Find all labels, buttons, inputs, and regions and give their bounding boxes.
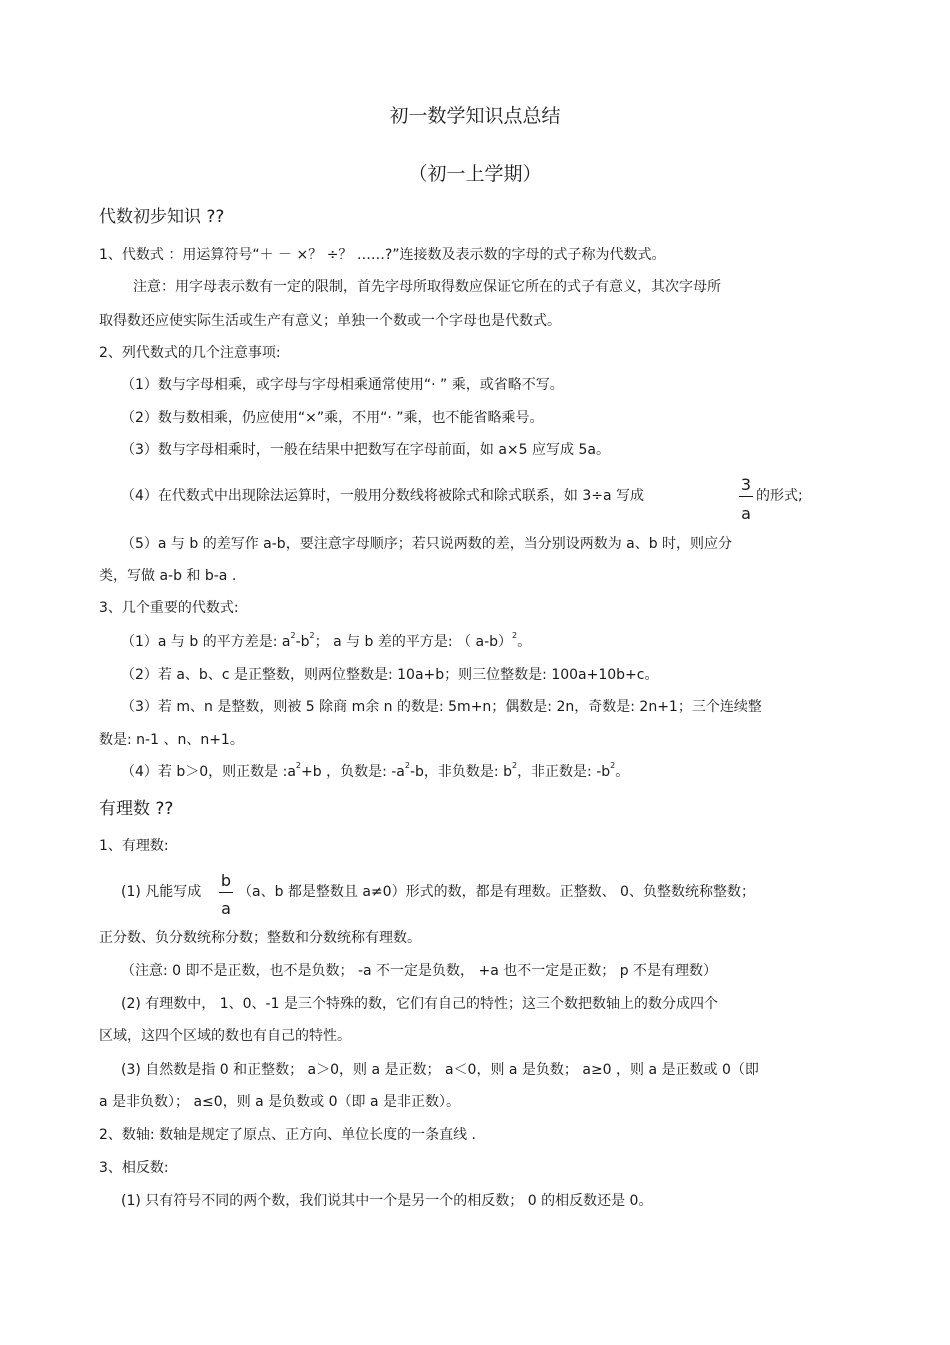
expr-item-1: （1）a 与 b 的平方差是: $a^2-b^2$； a 与 b 差的平方是: （ a-b）$^2$。 [121,631,532,650]
opposite-item-1: (1) 只有符号不同的两个数，我们说其中一个是另一个的相反数； 0 的相反数还是 0。 [121,1193,653,1209]
expr-item-3: （3）若 m、n 是整数，则被 5 除商 m余 n 的数是: 5m+n；偶数是: 2n，奇数是: 2n+1；三个连续整 [121,699,762,715]
rational-item-1: (1) 凡能写成 [121,884,202,900]
fraction-numerator: 3 [740,475,752,494]
paragraph-rational: 1、有理数: [99,838,169,854]
list-item-4-tail: 的形式; [756,488,803,504]
list-item-5-cont: 类，写做 a-b 和 b-a . [99,568,237,584]
rational-item-2: (2) 有理数中， 1、0、-1 是三个特殊的数，它们有自己的特性；这三个数把数轴上的数分成四个 [121,996,718,1012]
expr-item-4: （4）若 b＞0，则正数是 $:a^2+b$ ，负数是: $-a^2-b$，非负数是: $b^2$，非正数是: $-b^2$。 [121,761,630,780]
fraction-bar [219,892,233,893]
rational-item-3: (3) 自然数是指 0 和正整数； a＞0，则 a 是正数； a＜0，则 a 是负数； a≥0 ，则 a 是正数或 0（即 [121,1062,759,1078]
rational-item-2-cont: 区域，这四个区域的数也有自己的特性。 [99,1028,351,1044]
paragraph-opposite: 3、相反数: [99,1160,169,1176]
fraction-bar [739,496,753,497]
rational-item-1-cont: 正分数、负分数统称分数；整数和分数统称有理数。 [99,930,421,946]
note-line-1: 注意：用字母表示数有一定的限制，首先字母所取得数应保证它所在的式子有意义，其次字母所 [133,279,721,295]
section-heading-rational: 有理数 ?? [99,799,174,819]
list-item-1: （1）数与字母相乘，或字母与字母相乘通常使用“· ” 乘，或省略不写。 [121,377,564,393]
page-subtitle: （初一上学期） [408,163,542,185]
paragraph-algebraic-expression: 1、代数式 ：用运算符号“＋ － ×？ ÷？ ……?”连接数及表示数的字母的式子称为代数式。 [99,247,666,263]
expr-item-3-cont: 数是: n-1 、n、n+1。 [99,732,244,748]
note-line-2: 取得数还应使实际生活或生产有意义；单独一个数或一个字母也是代数式。 [99,313,561,329]
paragraph-notes-heading: 2、列代数式的几个注意事项: [99,345,281,361]
expr-item-2: （2）若 a、b、c 是正整数，则两位整数是: 10a+b；则三位整数是: 100a+10b+c。 [121,667,659,683]
rational-note: （注意: 0 即不是正数，也不是负数； -a 不一定是负数， +a 也不一定是正数； p 不是有理数） [121,963,718,979]
list-item-3: （3）数与字母相乘时，一般在结果中把数写在字母前面，如 a×5 应写成 5a。 [121,442,610,458]
page-title: 初一数学知识点总结 [389,105,561,127]
list-item-2: （2）数与数相乘，仍应使用“×”乘，不用“· ”乘，也不能省略乘号。 [121,410,544,426]
list-item-4: （4）在代数式中出现除法运算时，一般用分数线将被除式和除式联系，如 3÷a 写成 [121,488,645,504]
section-heading-algebra: 代数初步知识 ?? [99,207,225,227]
list-item-5: （5）a 与 b 的差写作 a-b，要注意字母顺序；若只说两数的差，当分别设两数为 a、b 时，则应分 [121,536,733,552]
fraction-denominator: a [741,504,751,523]
fraction-denominator: a [221,899,231,918]
fraction-numerator: b [220,871,232,890]
rational-item-1-tail: （a、b 都是整数且 a≠0）形式的数，都是有理数。正整数、 0、负整数统称整数； [238,884,755,900]
paragraph-important-expressions: 3、几个重要的代数式: [99,600,239,616]
rational-item-3-cont: a 是非负数）； a≤0，则 a 是负数或 0（即 a 是非正数）。 [99,1094,461,1110]
paragraph-number-line: 2、数轴: 数轴是规定了原点、正方向、单位长度的一条直线 . [99,1127,476,1143]
